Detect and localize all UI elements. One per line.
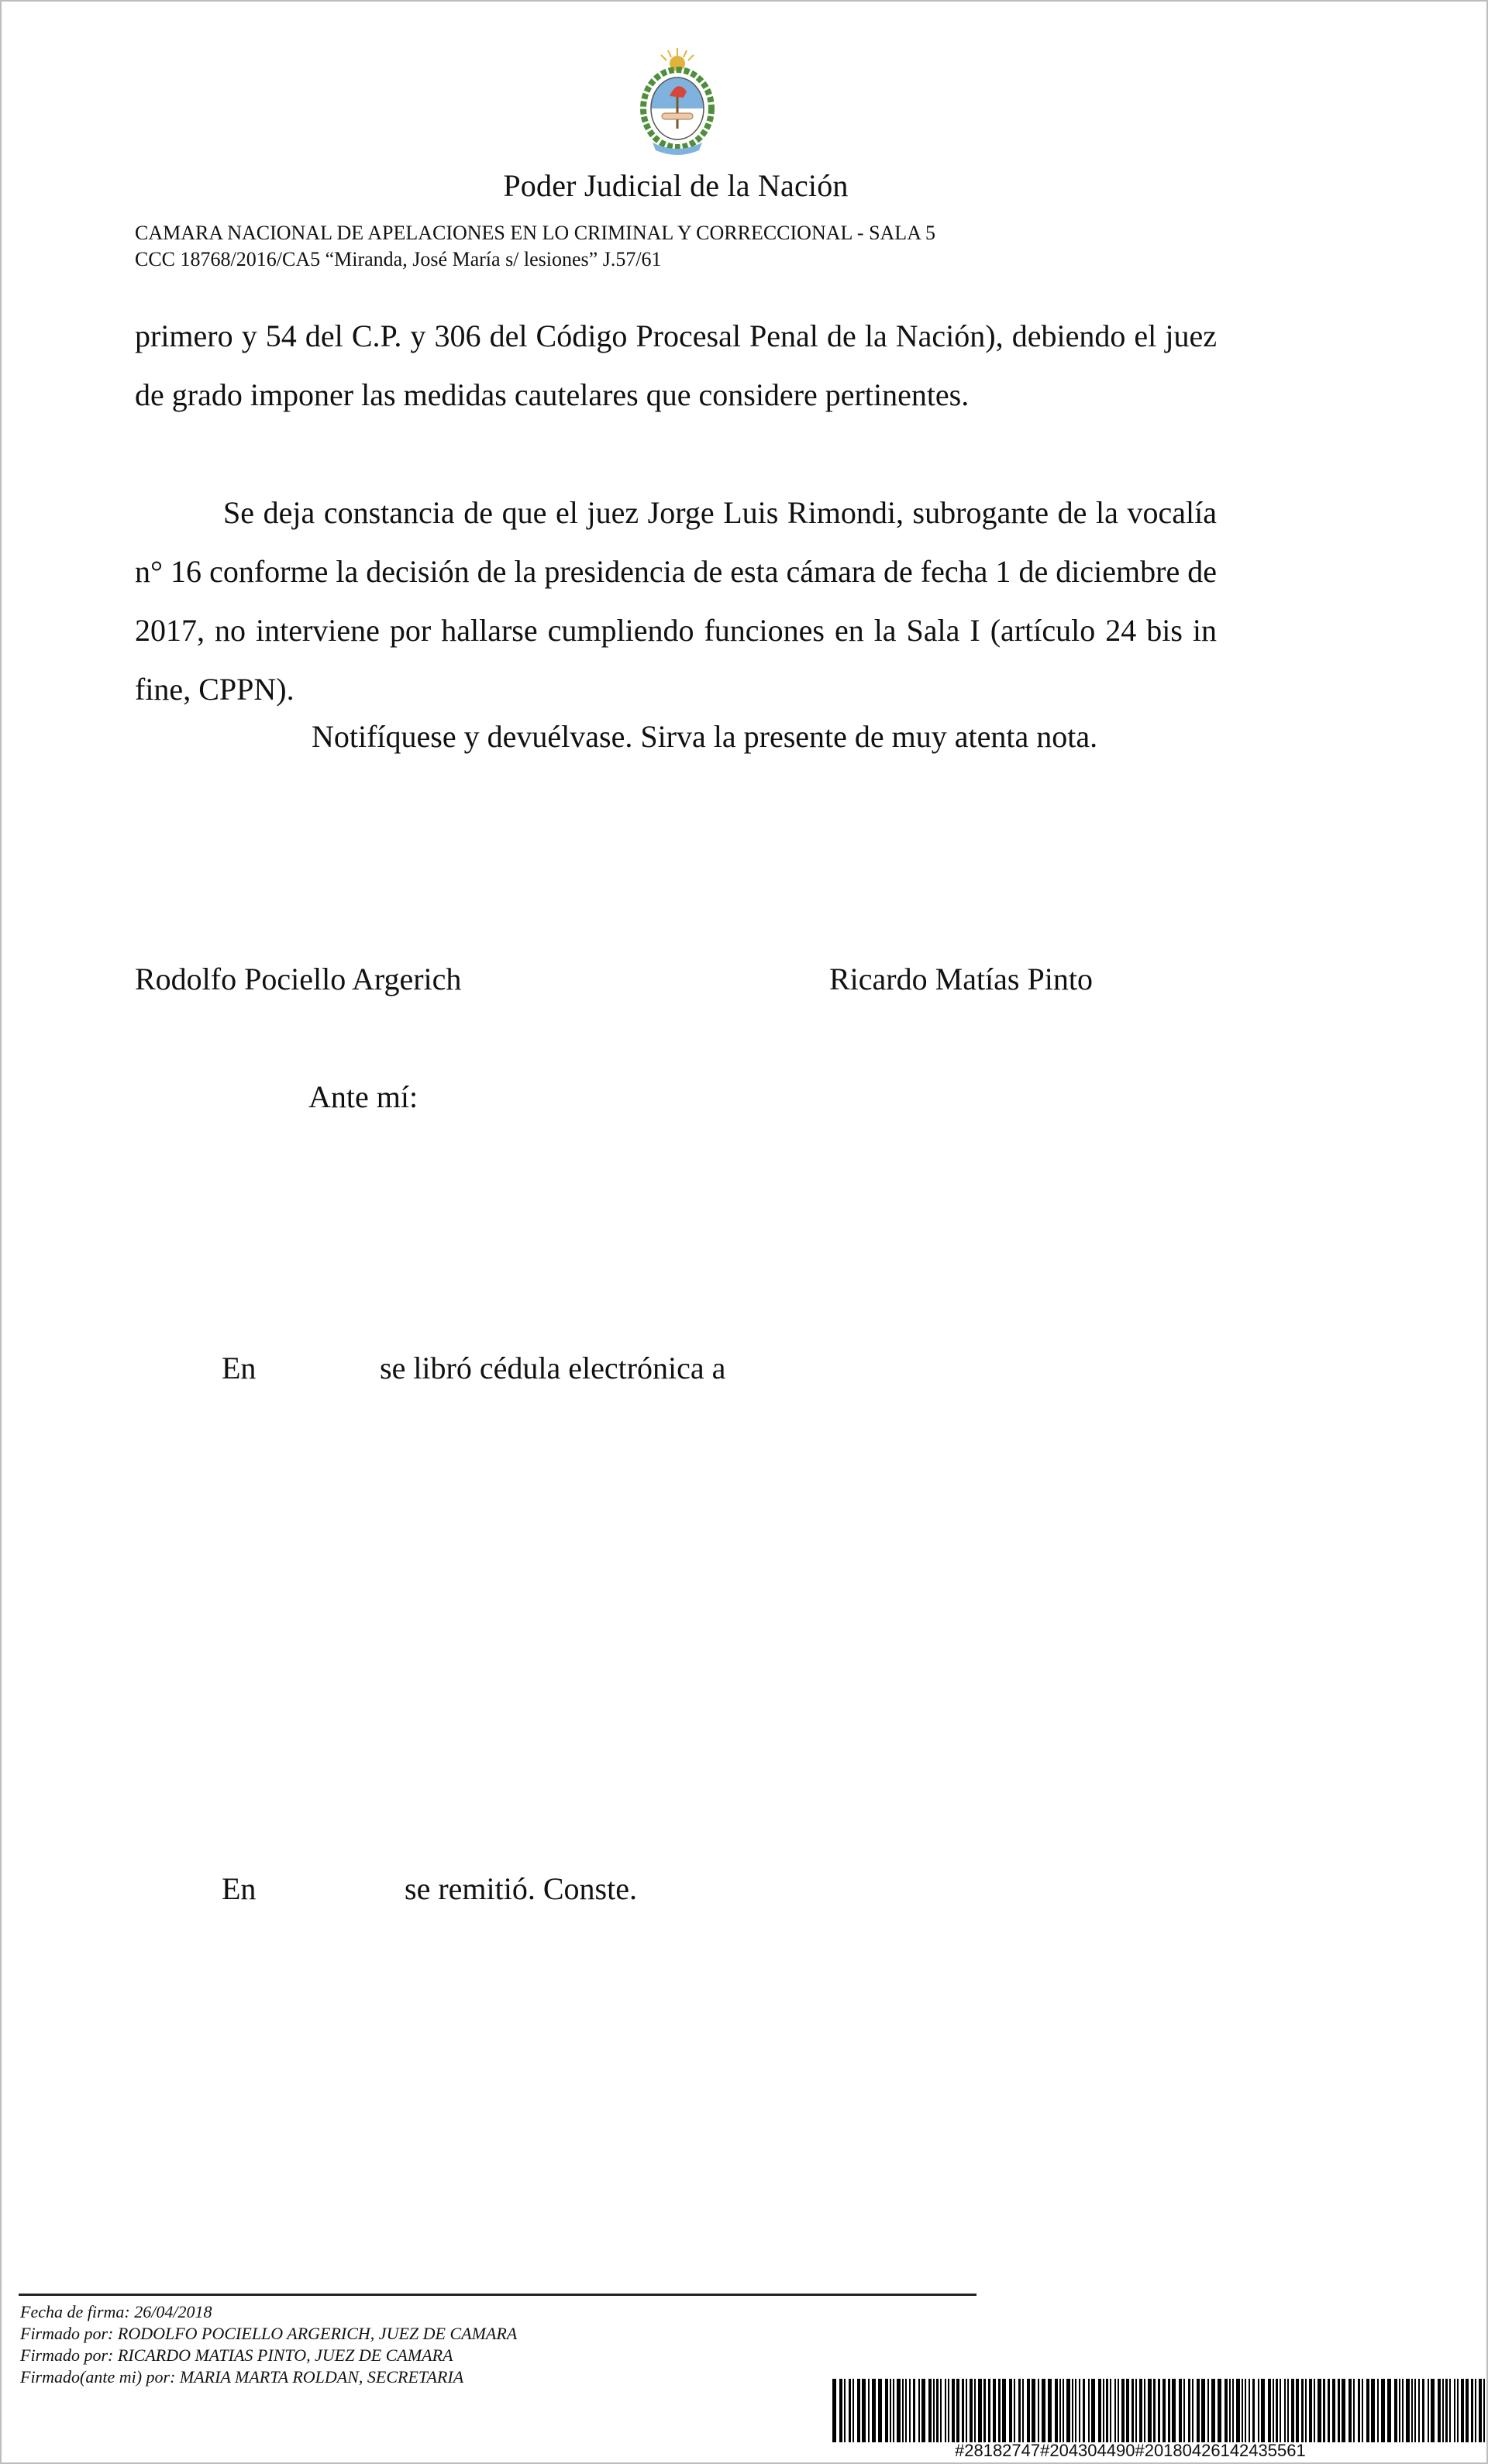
barcode-bar	[962, 2379, 964, 2442]
barcode-bar	[844, 2379, 846, 2442]
barcode-bar	[993, 2379, 996, 2442]
barcode-bar	[1387, 2379, 1391, 2442]
barcode-bar	[1055, 2379, 1058, 2442]
barcode-bar	[1002, 2379, 1006, 2442]
barcode-bar	[1153, 2379, 1156, 2442]
barcode-bar	[1442, 2379, 1444, 2442]
barcode-bar	[918, 2379, 920, 2442]
barcode-bar	[868, 2379, 870, 2442]
barcode-bar	[1261, 2379, 1265, 2442]
barcode-bar	[1318, 2379, 1321, 2442]
barcode-bar	[1252, 2379, 1255, 2442]
barcode-bar	[1132, 2379, 1134, 2442]
barcode-bar	[1229, 2379, 1231, 2442]
barcode-bar	[1236, 2379, 1240, 2442]
barcode-bar	[1091, 2379, 1095, 2442]
barcode-bar	[890, 2379, 891, 2442]
barcode-bar	[1377, 2379, 1379, 2442]
barcode-bar	[1268, 2379, 1271, 2442]
barcode-number: #28182747#204304490#20180426142435561	[955, 2441, 1306, 2460]
case-line: CCC 18768/2016/CA5 “Miranda, José María s/ lesiones” J.57/61	[135, 248, 662, 270]
barcode-bar	[1258, 2379, 1259, 2442]
barcode-bar	[1148, 2379, 1152, 2442]
barcode-bar	[1414, 2379, 1416, 2442]
barcode-bar	[1428, 2379, 1429, 2442]
signed-by-line: Firmado por: RICARDO MATIAS PINTO, JUEZ DE CAMARA	[20, 2345, 453, 2365]
barcode-bar	[1445, 2379, 1448, 2442]
barcode-bar	[1126, 2379, 1129, 2442]
ante-mi-label: Ante mí:	[308, 1079, 418, 1114]
barcode-bar	[1038, 2379, 1039, 2442]
barcode-bar	[839, 2379, 842, 2442]
barcode-bar	[978, 2379, 982, 2442]
barcode-bar	[1418, 2379, 1420, 2442]
barcode-bar	[913, 2379, 915, 2442]
barcode-bar	[897, 2379, 901, 2442]
barcode-bar	[1328, 2379, 1330, 2442]
barcode-bar	[1353, 2379, 1355, 2442]
barcode-bar	[909, 2379, 911, 2442]
barcode-bar	[862, 2379, 866, 2442]
digital-signature-block	[20, 2301, 517, 2388]
barcode-bar	[956, 2379, 959, 2442]
barcode-bar	[1402, 2379, 1404, 2442]
barcode-bar	[1192, 2379, 1194, 2442]
barcode-bar	[1158, 2379, 1160, 2442]
barcode-bar	[1323, 2379, 1325, 2442]
barcode-bar	[1183, 2379, 1185, 2442]
barcode-bar	[1358, 2379, 1360, 2442]
barcode-bar	[878, 2379, 882, 2442]
barcode-bar	[966, 2379, 967, 2442]
barcode-bar	[1201, 2379, 1205, 2442]
barcode-bar	[1172, 2379, 1176, 2442]
barcode-bar	[940, 2379, 942, 2442]
barcode-bar	[1242, 2379, 1243, 2442]
barcode-bar	[998, 2379, 1001, 2442]
barcode-bar	[1118, 2379, 1119, 2442]
barcode-bar	[1135, 2379, 1137, 2442]
chamber-line: CAMARA NACIONAL DE APELACIONES EN LO CRIMINAL Y CORRECCIONAL - SALA 5	[135, 222, 936, 244]
barcode-bar	[1284, 2379, 1286, 2442]
barcode-bar	[1475, 2379, 1476, 2442]
barcode-bar	[1121, 2379, 1125, 2442]
barcode-bar	[1072, 2379, 1073, 2442]
cedula-text: se libró cédula electrónica a	[380, 1351, 726, 1385]
barcode-bar	[1273, 2379, 1274, 2442]
barcode-bar	[1301, 2379, 1304, 2442]
barcode-bar	[1366, 2379, 1369, 2442]
barcode-bar	[1314, 2379, 1315, 2442]
barcode-bar	[1022, 2379, 1024, 2442]
signature-name-right: Ricardo Matías Pinto	[829, 962, 1093, 996]
barcode-bar	[933, 2379, 935, 2442]
barcode-bar	[1449, 2379, 1451, 2442]
barcode-bar	[1483, 2379, 1485, 2442]
barcode-bar	[1110, 2379, 1111, 2442]
paragraph-1-text: primero y 54 del C.P. y 306 del Código Procesal Penal de la Nación), debiendo el juez de grado imponer las medidas cautelares que considere pertinentes.	[135, 318, 1217, 412]
barcode-bar	[1381, 2379, 1385, 2442]
barcode-bar	[1018, 2379, 1021, 2442]
barcode-bar	[1406, 2379, 1410, 2442]
barcode-bar	[1088, 2379, 1090, 2442]
barcode-bar	[1431, 2379, 1435, 2442]
barcode-bar	[988, 2379, 990, 2442]
barcode-bar	[1009, 2379, 1012, 2442]
barcode-bar	[902, 2379, 904, 2442]
court-title: Poder Judicial de la Nación	[503, 168, 849, 203]
barcode-bar	[1249, 2379, 1250, 2442]
barcode-bar	[1362, 2379, 1363, 2442]
barcode-bar	[1139, 2379, 1142, 2442]
paragraph-1	[135, 307, 1217, 425]
barcode-bar	[1014, 2379, 1015, 2442]
barcode-bar	[1168, 2379, 1170, 2442]
barcode-bar	[1291, 2379, 1294, 2442]
barcode-bar	[1179, 2379, 1182, 2442]
barcode-bar	[1399, 2379, 1400, 2442]
barcode-bar	[948, 2379, 949, 2442]
barcode-bar	[1197, 2379, 1200, 2442]
barcode-bar	[1466, 2379, 1469, 2442]
barcode-bar	[872, 2379, 876, 2442]
barcode-bar	[1232, 2379, 1234, 2442]
barcode-bar	[1063, 2379, 1064, 2442]
barcode-bar	[1305, 2379, 1307, 2442]
barcode-bar	[1188, 2379, 1190, 2442]
barcode-bar	[970, 2379, 973, 2442]
barcode-bar	[1296, 2379, 1299, 2442]
barcode-bar	[1114, 2379, 1116, 2442]
barcode-bar	[1027, 2379, 1030, 2442]
barcode-bar	[1280, 2379, 1281, 2442]
barcode-bar	[857, 2379, 860, 2442]
barcode-bar	[1048, 2379, 1052, 2442]
signed-by-line: Firmado por: RODOLFO POCIELLO ARGERICH, JUEZ DE CAMARA	[20, 2324, 518, 2343]
barcode-bar	[1211, 2379, 1215, 2442]
barcode-bar	[1479, 2379, 1482, 2442]
barcode-bar	[852, 2379, 854, 2442]
barcode-bar	[849, 2379, 851, 2442]
barcode-bar	[1218, 2379, 1221, 2442]
signature-name-left: Rodolfo Pociello Argerich	[135, 962, 462, 996]
barcode-bar	[1245, 2379, 1246, 2442]
barcode-bar	[893, 2379, 894, 2442]
signed-by-line: Firmado(ante mi) por: MARIA MARTA ROLDAN, SECRETARIA	[20, 2367, 464, 2387]
remision-label: En	[222, 1871, 257, 1906]
barcode-bar	[1059, 2379, 1061, 2442]
barcode-bar	[1224, 2379, 1228, 2442]
cedula-label: En	[222, 1351, 257, 1385]
barcode-bar	[1207, 2379, 1209, 2442]
barcode-bar	[1287, 2379, 1289, 2442]
signature-date: Fecha de firma: 26/04/2018	[20, 2302, 212, 2321]
barcode-bar	[1457, 2379, 1459, 2442]
barcode-bar	[1162, 2379, 1166, 2442]
barcode-bar	[1338, 2379, 1340, 2442]
remision-text: se remitió. Conste.	[405, 1871, 637, 1906]
barcode-icon	[832, 2379, 1485, 2442]
barcode-bar	[928, 2379, 932, 2442]
barcode-bar	[1348, 2379, 1352, 2442]
barcode-bar	[1309, 2379, 1312, 2442]
barcode-bar	[1144, 2379, 1145, 2442]
barcode-bar	[885, 2379, 888, 2442]
barcode-bar	[1371, 2379, 1375, 2442]
barcode-bar	[945, 2379, 946, 2442]
paragraph-2-text: Se deja constancia de que el juez Jorge Luis Rimondi, subrogante de la vocalía n° 16 conforme la decisión de la presidencia de esta cámara de fecha 1 de diciembre de 2017, no interviene por hallarse cumpliendo funciones en la Sala I (artículo 24 bis in fine, CPPN).	[135, 495, 1217, 707]
barcode-bar	[1276, 2379, 1278, 2442]
barcode-bar	[1342, 2379, 1345, 2442]
barcode-bar	[974, 2379, 976, 2442]
barcode-bar	[1066, 2379, 1070, 2442]
barcode-bar	[1075, 2379, 1076, 2442]
barcode-bar	[1461, 2379, 1464, 2442]
paragraph-3: Notifíquese y devuélvase. Sirva la presente de muy atenta nota.	[312, 719, 1098, 754]
argentine-coat-of-arms-icon	[639, 45, 716, 160]
footer-divider	[19, 2294, 976, 2296]
barcode-bar	[936, 2379, 939, 2442]
barcode-bar	[921, 2379, 925, 2442]
barcode-bar	[905, 2379, 907, 2442]
barcode-bar	[1422, 2379, 1424, 2442]
barcode-bar	[1098, 2379, 1101, 2442]
barcode-bar	[1394, 2379, 1397, 2442]
barcode-bar	[1106, 2379, 1108, 2442]
barcode-bar	[1411, 2379, 1413, 2442]
barcode-bar	[983, 2379, 986, 2442]
barcode-bar	[1083, 2379, 1085, 2442]
barcode-bar	[1454, 2379, 1455, 2442]
barcode-bar	[952, 2379, 955, 2442]
barcode-bar	[1079, 2379, 1080, 2442]
barcode-bar	[1042, 2379, 1045, 2442]
barcode-bar	[1438, 2379, 1441, 2442]
barcode-bar	[1332, 2379, 1335, 2442]
barcode-bar	[1103, 2379, 1104, 2442]
barcode-bar	[832, 2379, 836, 2442]
paragraph-2	[135, 484, 1217, 719]
barcode-bar	[1032, 2379, 1035, 2442]
barcode-bar	[1471, 2379, 1473, 2442]
